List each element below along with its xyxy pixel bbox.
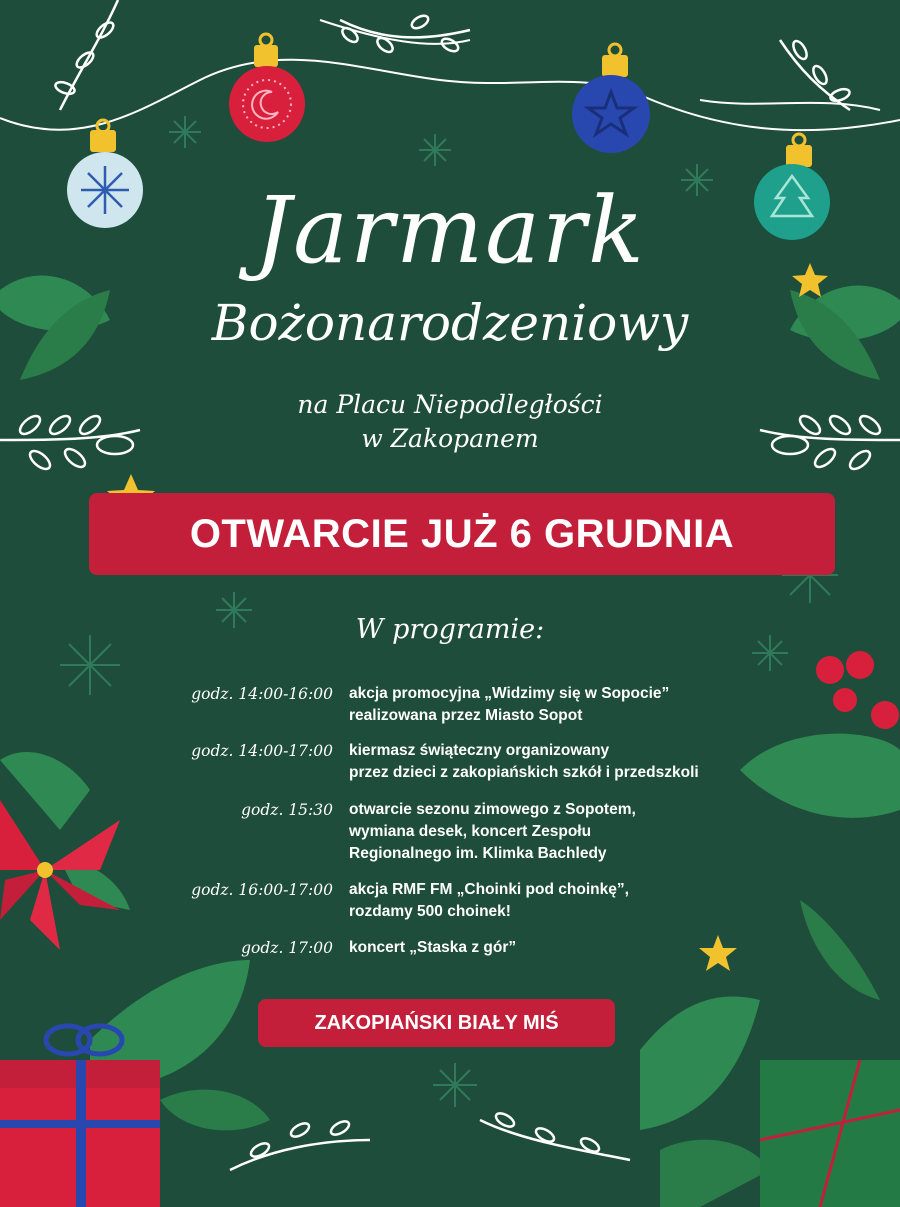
organizer-badge xyxy=(258,999,615,1047)
title-main: Jarmark xyxy=(254,177,646,284)
schedule-description: akcja RMF FM „Choinki pod choinkę”, rozdamy 500 choinek! xyxy=(349,881,629,920)
subtitle-line-city: w Zakopanem xyxy=(361,424,539,453)
schedule-description: akcja promocyjna „Widzimy się w Sopocie” realizowana przez Miasto Sopot xyxy=(349,685,670,724)
subtitle-line-location: na Placu Niepodległości xyxy=(297,390,603,419)
schedule-time: godz. 14:00-17:00 xyxy=(191,742,333,760)
ornament-star-icon xyxy=(572,44,650,153)
title-secondary: Bożonarodzeniowy xyxy=(211,294,689,352)
schedule-time: godz. 14:00-16:00 xyxy=(191,685,333,703)
organizer-badge-text: ZAKOPIAŃSKI BIAŁY MIŚ xyxy=(314,1011,559,1034)
schedule-description: kiermasz świąteczny organizowany przez dzieci z zakopiańskich szkół i przedszkoli xyxy=(349,742,699,781)
program-heading: W programie: xyxy=(355,614,545,645)
gift-icon xyxy=(760,1060,900,1207)
snowflake-icon xyxy=(419,134,451,166)
opening-banner-text: OTWARCIE JUŻ 6 GRUDNIA xyxy=(189,511,735,556)
garland-string xyxy=(0,60,900,130)
snowflake-icon xyxy=(433,1063,477,1107)
poinsettia-icon xyxy=(0,752,130,950)
schedule-description: koncert „Staska z gór” xyxy=(349,939,517,956)
sprig-top-left xyxy=(54,0,118,110)
schedule-description: otwarcie sezonu zimowego z Sopotem, wymiana desek, koncert Zespołu Regionalnego im. Klimka Bachledy xyxy=(349,801,636,862)
sprig-top-right xyxy=(780,39,851,110)
garland-sprig xyxy=(700,100,880,110)
schedule-time: godz. 17:00 xyxy=(241,939,333,957)
subtitle xyxy=(0,388,900,456)
sprig-bottom-right xyxy=(480,1111,630,1160)
snowflake-icon xyxy=(169,116,201,148)
ornament-moon-icon xyxy=(229,34,305,142)
opening-banner xyxy=(89,493,835,575)
schedule-time: godz. 15:30 xyxy=(241,801,333,819)
berry-icon xyxy=(816,651,899,729)
sprig-top-mid xyxy=(340,13,470,54)
leaf-icon xyxy=(640,997,770,1207)
schedule-time: godz. 16:00-17:00 xyxy=(191,881,333,899)
